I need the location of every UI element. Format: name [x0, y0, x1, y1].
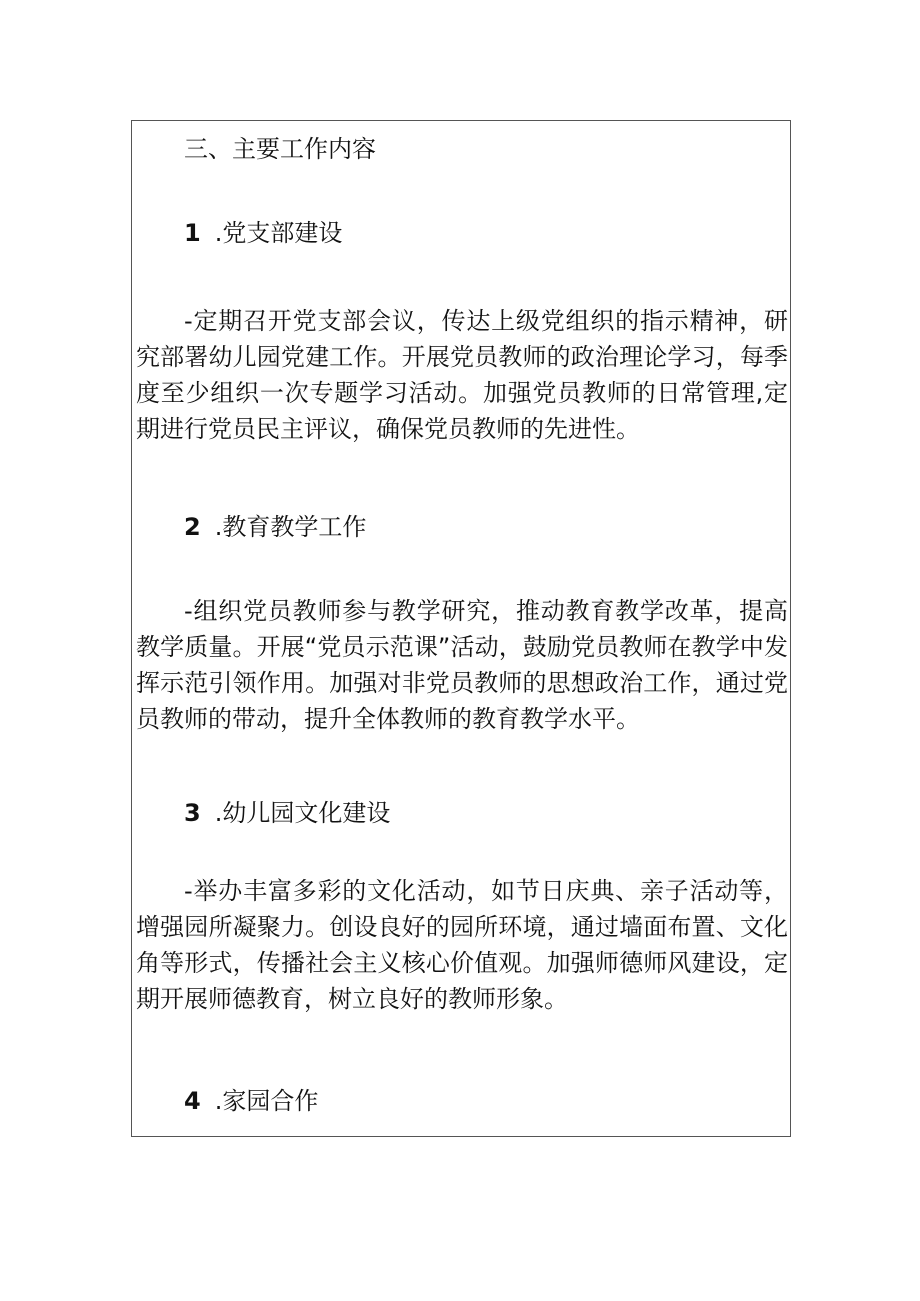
item-title: .教育教学工作	[214, 513, 367, 541]
item-title: .党支部建设	[214, 219, 343, 247]
item-number: 3	[184, 799, 201, 827]
item-heading-4	[132, 1085, 790, 1117]
item-heading-1	[132, 217, 790, 249]
item-body-2: -组织党员教师参与教学研究，推动教育教学改革，提高教学质量。开展“党员示范课”活动，鼓励党员教师在教学中发挥示范引领作用。加强对非党员教师的思想政治工作，通过党员教师的带动，提升全体教师的教育教学水平。	[136, 597, 788, 733]
item-body-3: -举办丰富多彩的文化活动，如节日庆典、亲子活动等，增强园所凝聚力。创设良好的园所环境，通过墙面布置、文化角等形式，传播社会主义核心价值观。加强师德师风建设，定期开展师德教育，树立良好的教师形象。	[136, 877, 788, 1013]
item-number: 1	[184, 219, 201, 247]
item-number: 2	[184, 513, 201, 541]
item-heading-3	[132, 797, 790, 829]
item-heading-2	[132, 511, 790, 543]
item-title: .幼儿园文化建设	[214, 799, 391, 827]
item-title: .家园合作	[214, 1087, 319, 1115]
item-number: 4	[184, 1087, 201, 1115]
document-frame	[131, 120, 791, 1137]
item-body-1: -定期召开党支部会议，传达上级党组织的指示精神，研究部署幼儿园党建工作。开展党员教师的政治理论学习，每季度至少组织一次专题学习活动。加强党员教师的日常管理,定期进行党员民主评议，确保党员教师的先进性。	[136, 307, 788, 443]
section-title: 三、主要工作内容	[184, 135, 376, 163]
